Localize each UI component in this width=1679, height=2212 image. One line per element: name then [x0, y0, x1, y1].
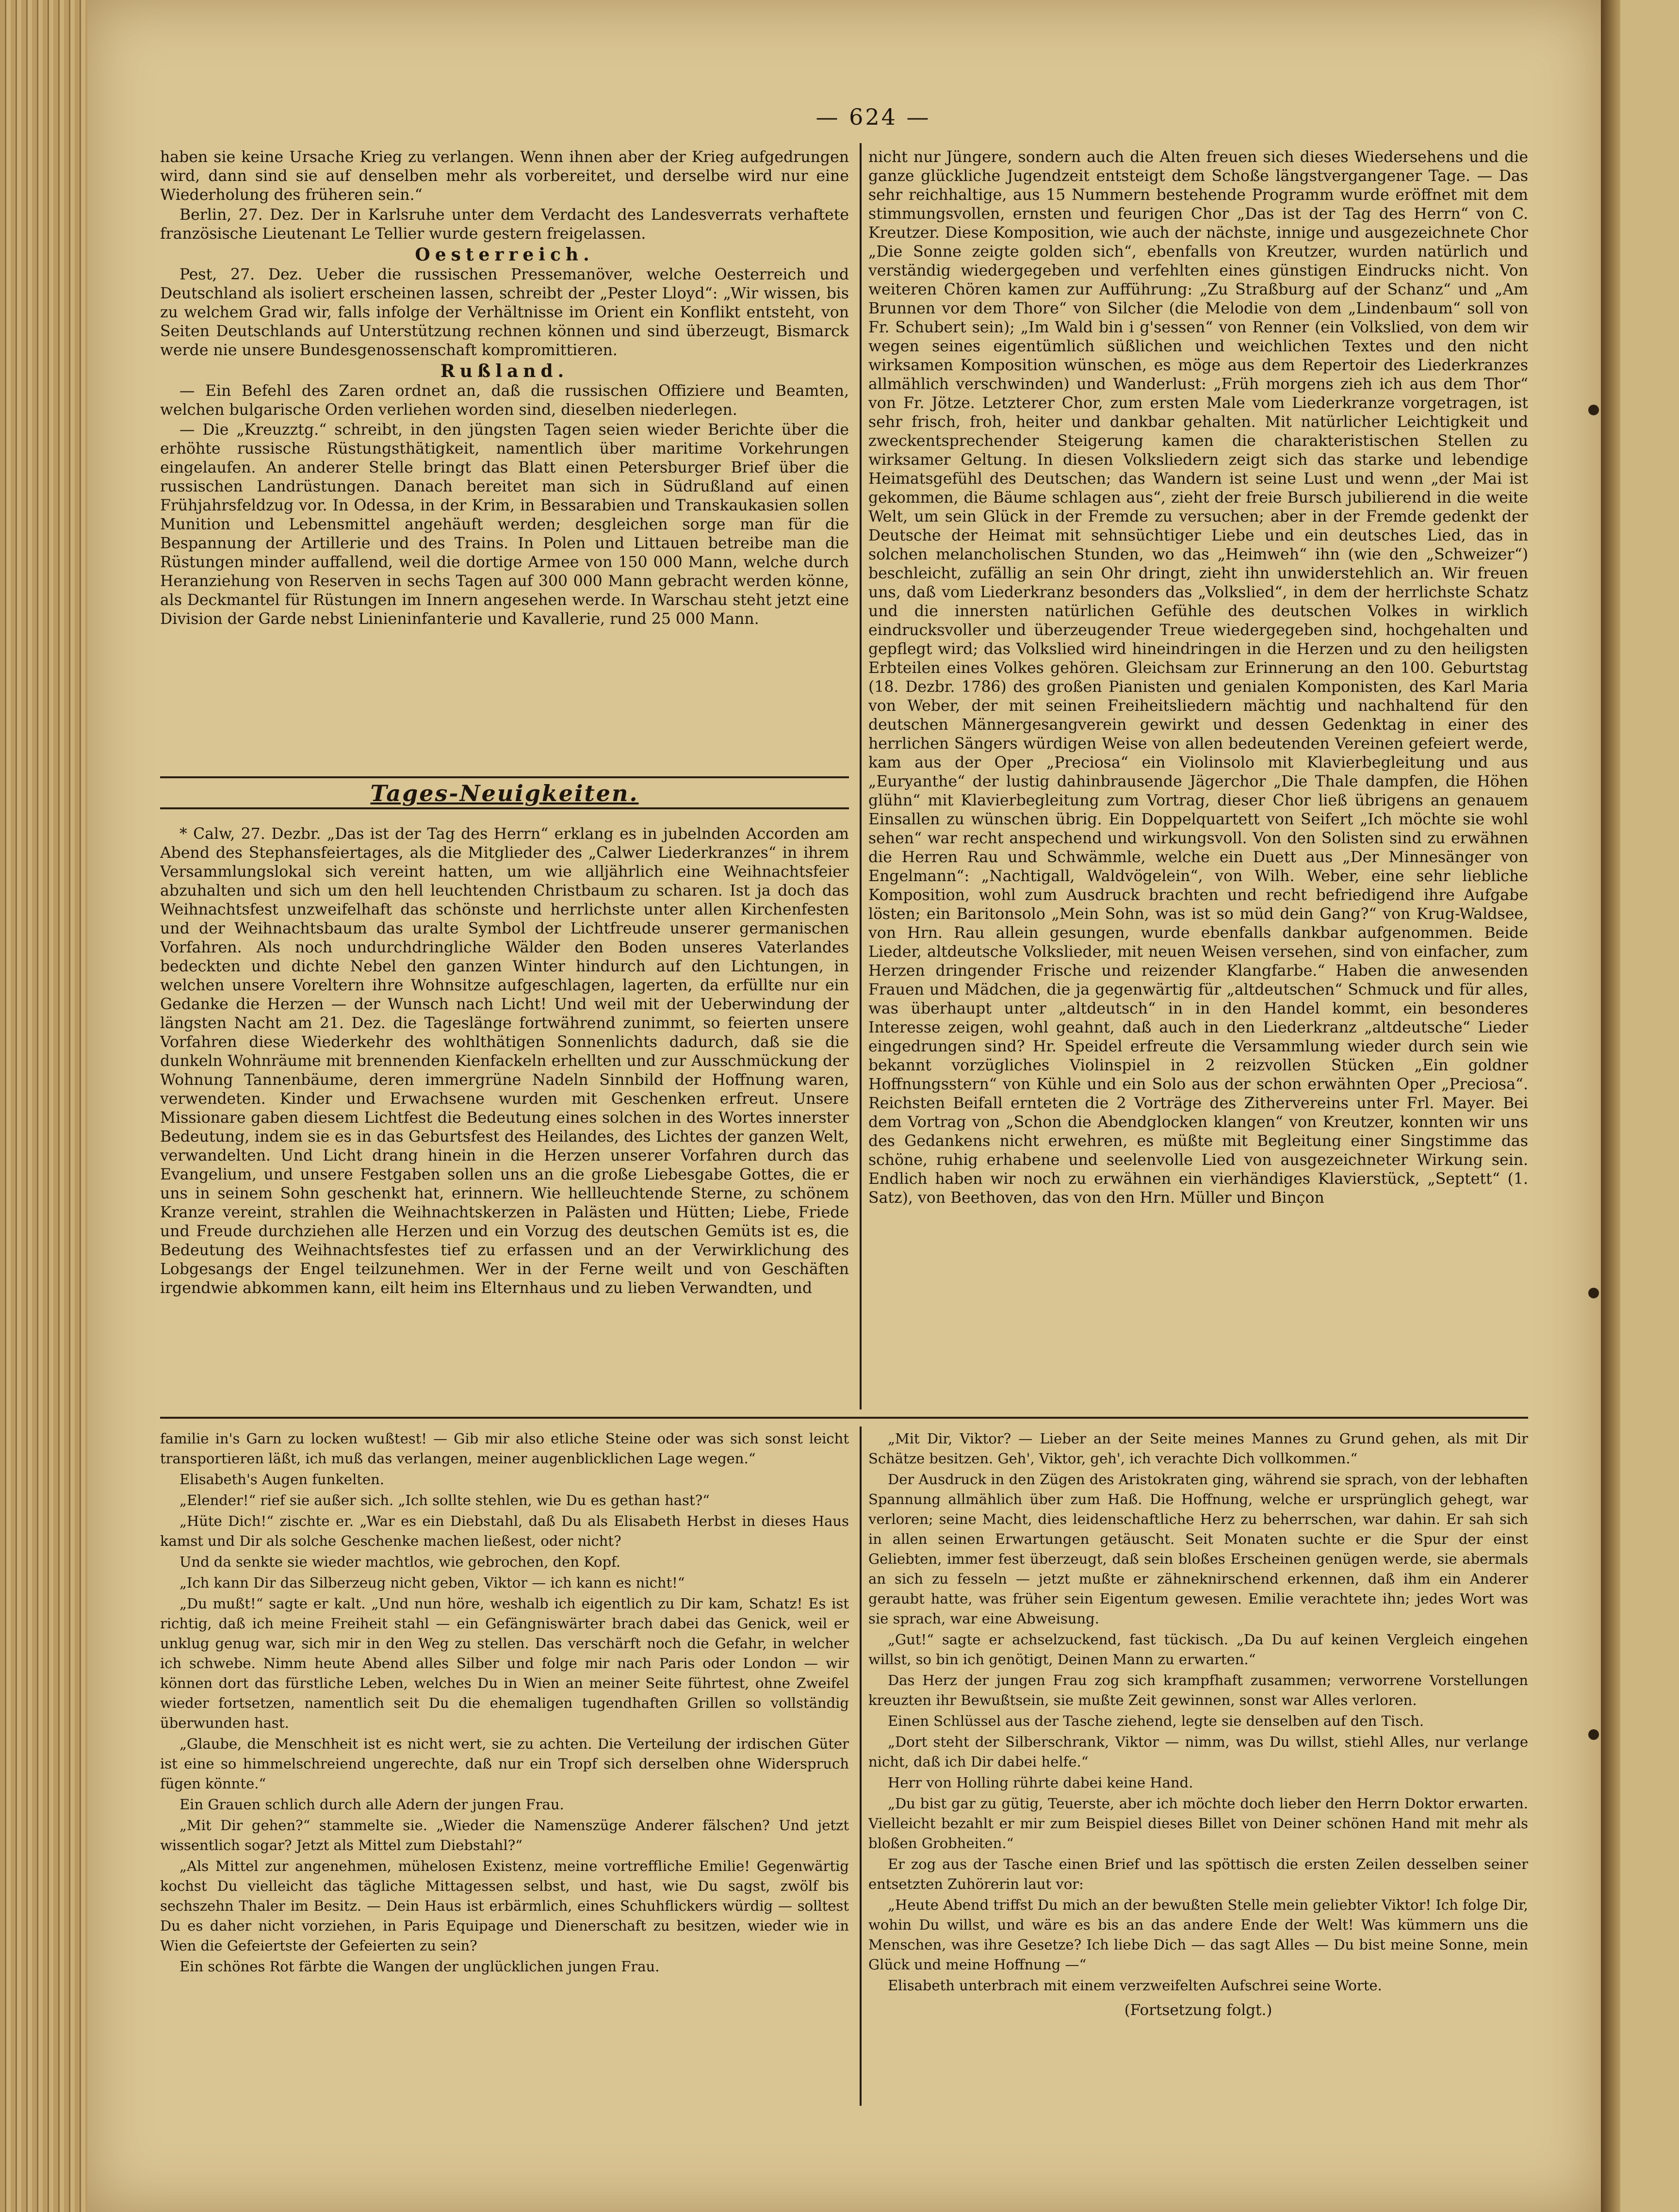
story-paragraph: „Mit Dir gehen?“ stammelte sie. „Wieder die Namenszüge Anderer fälschen? Und jetzt wissentlich sogar? Jetzt als Mittel zum Diebstahl?“	[160, 1817, 849, 1853]
to-be-continued: (Fortsetzung folgt.)	[1124, 2001, 1272, 2019]
story-paragraph: „Als Mittel zur angenehmen, mühelosen Existenz, meine vortreffliche Emilie! Gegenwärtig kochst Du vielleicht das tägliche Mittagessen selbst, und hast, wie Du sagst, zwölf bis sechszehn Thaler im Besitz. — Dein Haus ist erbärmlich, eines Schuhflickers würdig — solltest Du es daher nicht vorziehen, in Paris Equipage und Dienerschaft zu besitzen, wieder wie in Wien die Gefeiertste der Gefeierten zu sein?	[160, 1858, 849, 1954]
page-number: — 624 —	[815, 104, 931, 130]
story-paragraph: „Hüte Dich!“ zischte er. „War es ein Diebstahl, daß Du als Elisabeth Herbst in dieses Haus kamst und Dir als solche Geschenke machen ließest, oder nicht?	[160, 1513, 849, 1549]
story-paragraph: Elisabeth unterbrach mit einem verzweifelten Aufschrei seine Worte.	[888, 1977, 1382, 1994]
feuilleton-separator	[160, 1417, 1528, 1419]
article-paragraph: Pest, 27. Dez. Ueber die russischen Pressemanöver, welche Oesterreich und Deutschland als isoliert erscheinen lassen, schreibt der „Pester Lloyd“: „Wir wissen, bis zu welchem Grad wir, falls infolge der Verhältnisse im Orient ein Konflikt entsteht, von Seiten Deutschlands auf Unterstützung rechnen können und sind überzeugt, Bismarck werde nie unsere Bundesgenossenschaft kompromittieren.	[160, 266, 849, 359]
story-paragraph: Er zog aus der Tasche einen Brief und las spöttisch die ersten Zeilen desselben seiner entsetzten Zuhörerin laut vor:	[868, 1856, 1528, 1892]
feuilleton-left-column	[160, 1429, 849, 2089]
tages-neuigkeiten-header	[160, 771, 849, 815]
story-paragraph: „Du bist gar zu gütig, Teuerste, aber ich möchte doch lieber den Herrn Doktor erwarten. Vielleicht bezahlt er mir zum Beispiel dieses Billet von Deiner schönen Hand mit mehr als bloßen Grobheiten.“	[868, 1795, 1528, 1852]
politics-column	[160, 148, 849, 769]
binding-hole-icon	[1586, 403, 1601, 417]
local-news-column	[160, 825, 849, 1414]
feuilleton-right-column	[868, 1429, 1528, 2055]
article-paragraph: * Calw, 27. Dezbr. „Das ist der Tag des Herrn“ erklang es in jubelnden Accorden am Abend des Stephansfeiertages, als die Mitglieder des „Calwer Liederkranzes“ in ihrem Versammlungslokal sich vereint hatten, um wie alljährlich eine Weihnachtsfeier abzuhalten und sich um den hell leuchtenden Christbaum zu scharen. Ist ja doch das Weihnachtsfest unzweifelhaft das schönste und herrlichste unter allen Kirchenfesten und der Weihnachtsbaum das uralte Symbol der Lichtfreude unserer germanischen Vorfahren. Als noch undurchdringliche Wälder den Boden unseres Vaterlandes bedeckten und dichte Nebel den ganzen Winter hindurch auf den Lichtungen, in welchen unsere Voreltern ihre Wohnsitze aufgeschlagen, lagerten, da erfüllte nur ein Gedanke die Herzen — der Wunsch nach Licht! Und weil mit der Ueberwindung der längsten Nacht am 21. Dez. die Tageslänge fortwährend zunimmt, so feierten unsere Vorfahren diese Wiederkehr des wohlthätigen Sonnenlichts dadurch, daß sie die dunkeln Wohnräume mit brennenden Kienfackeln erhellten und zur Ausschmückung der Wohnung Tannenbäume, deren immergrüne Nadeln Sinnbild der Hoffnung waren, verwendeten. Kinder und Erwachsene wurden mit Geschenken erfreut. Unsere Missionare gaben diesem Lichtfest die Bedeutung eines solchen in des Wortes innerster Bedeutung, indem sie es in das Geburtsfest des Heilandes, des Lichtes der ganzen Welt, verwandelten. Und Licht drang hinein in die Herzen unserer Vorfahren durch das Evangelium, und unsere Festgaben sollen uns an die große Liebesgabe Gottes, die er uns in seinem Sohn geschenkt hat, erinnern. Wie hellleuchtende Sterne, zu schönem Kranze vereint, strahlen die Weihnachtskerzen in Palästen und Hütten; Liebe, Friede und Freude durchziehen alle Herzen und ein Vorzug des deutschen Gemüts ist es, die Bedeutung des Weihnachtsfestes tief zu erfassen und an der Verwirklichung des Lobgesangs der Engel teilzunehmen. Wer in der Ferne weilt und von Geschäften irgendwie abkommen kann, eilt heim ins Elternhaus und zu lieben Verwandten, und	[160, 825, 849, 1297]
story-paragraph: Ein Grauen schlich durch alle Adern der jungen Frau.	[179, 1796, 564, 1813]
story-paragraph: Das Herz der jungen Frau zog sich krampfhaft zusammen; verworrene Vorstellungen kreuzten ihr Bewußtsein, sie mußte Zeit gewinnen, sonst war Alles verloren.	[868, 1672, 1528, 1708]
article-paragraph: nicht nur Jüngere, sondern auch die Alten freuen sich dieses Wiedersehens und die ganze glückliche Jugendzeit entsteigt dem Schoße längstvergangener Tage. — Das sehr reichhaltige, aus 15 Nummern bestehende Programm wurde eröffnet mit dem stimmungsvollen, ernsten und feurigen Chor „Das ist der Tag des Herrn“ von C. Kreutzer. Diese Komposition, wie auch der nächste, innige und ausgezeichnete Chor „Die Sonne zeigte golden sich“, ebenfalls von Kreutzer, wurden natürlich und verständig wiedergegeben und verfehlten eines günstigen Eindrucks nicht. Von weiteren Chören kamen zur Aufführung: „Zu Straßburg auf der Schanz“ und „Am Brunnen vor dem Thore“ von Silcher (die Melodie von dem „Lindenbaum“ soll von Fr. Schubert sein); „Im Wald bin i g'sessen“ von Renner (ein Volkslied, von dem wir wegen seines eigentümlich süßlichen und weichlichen Textes und den nicht wirksamen Komposition wünschen, es möge aus dem Repertoir des Liederkranzes allmählich verschwinden) und Wanderlust: „Früh morgens zieh ich aus dem Thor“ von Fr. Jötze. Letzterer Chor, zum ersten Male vom Liederkranze vorgetragen, ist sehr frisch, froh, heiter und dankbar gehalten. Mit natürlicher Leichtigkeit und zweckentsprechender Steigerung kamen die charakteristischen Stellen zu wirksamer Geltung. In diesen Volksliedern zeigt sich das starke und lebendige Heimatsgefühl des Deutschen; das Wandern ist seine Lust und wenn „der Mai ist gekommen, die Bäume schlagen aus“, zieht der freie Bursch jubilierend in die weite Welt, um sein Glück in der Fremde zu versuchen; aber in der Fremde gedenkt der Deutsche der Heimat mit sehnsüchtiger Liebe und ein deutsches Lied, das in solchen melancholischen Stunden, wo das „Heimweh“ ihn (wie den „Schweizer“) beschleicht, zufällig an sein Ohr dringt, zieht ihn unwiderstehlich an. Wir freuen uns, daß vom Liederkranz besonders das „Volkslied“, in dem der herrlichste Schatz und die innersten natürlichen Gefühle des deutschen Volkes in wirklich eindrucksvoller und überzeugender Treue wiedergegeben sind, hochgehalten und gepflegt wird; das Volkslied wird hineindringen in die Herzen und zu den heiligsten Erbteilen eines Volkes gehören. Gleichsam zur Erinnerung an den 100. Geburtstag (18. Dezbr. 1786) des großen Pianisten und genialen Komponisten, des Karl Maria von Weber, der mit seinen Freiheitsliedern mächtig und nachhaltend für den deutschen Männergesangverein gewirkt und dessen Gedenktag in einer des herrlichen Sängers würdigen Weise von allen bedeutenden Vereinen gefeiert werde, kam aus der Oper „Preciosa“ ein Violinsolo mit Klavierbegleitung und aus „Euryanthe“ der lustig dahinbrausende Jägerchor „Die Thale dampfen, die Höhen glühn“ mit Klavierbegleitung zum Vortrag, dieser Chor ließ übrigens an genauem Einsallen zu wünschen übrig. Ein Doppelquartett von Seifert „Ich möchte sie wohl sehen“ war recht anspechend und wirkungsvoll. Von den Solisten sind zu erwähnen die Herren Rau und Schwämmle, welche ein Duett aus „Der Minnesänger von Engelmann“: „Nachtigall, Waldvögelein“, von Wilh. Weber, eine sehr liebliche Komposition, wohl zum Ausdruck brachten und recht befriedigend ihre Aufgabe lösten; ein Baritonsolo „Mein Sohn, was ist so müd dein Gang?“ von Krug-Waldsee, von Hrn. Rau allein gesungen, wurde ebenfalls dankbar aufgenommen. Beide Lieder, altdeutsche Volkslieder, mit neuen Weisen versehen, sind von einfacher, zum Herzen dringender Frische und reizender Klangfarbe.“ Haben die anwesenden Frauen und Mädchen, die ja gegenwärtig für „altdeutschen“ Schmuck und für alles, was überhaupt unter „altdeutsch“ in in den Handel kommt, ein besonderes Interesse zeigen, wohl geahnt, daß auch in den Liederkranz „altdeutsche“ Lieder eingedrungen sind? Hr. Speidel erfreute die Versammlung wieder durch sein wie bekannt vorzügliches Violinspiel in 2 reizvollen Stücken „Ein goldner Hoffnungsstern“ von Kühle und ein Solo aus der schon erwähnten Oper „Preciosa“. Reichsten Beifall ernteten die 2 Vorträge des Zithervereins unter Frl. Mayer. Bei dem Vortrag von „Schon die Abendglocken klangen“ von Kreutzer, konnten wir uns des Gedankens nicht erwehren, es müßte mit Begleitung einer Singstimme das schöne, ruhig erhabene und seelenvolle Lied von ausgezeichneter Wirkung sein. Endlich haben wir noch zu erwähnen ein vierhändiges Klavierstück, „Septett“ (1. Satz), von Beethoven, das von den Hrn. Müller und Binçon	[868, 148, 1528, 1207]
header-rule-top	[160, 776, 849, 778]
column-rule-upper	[860, 143, 862, 1409]
story-paragraph: Einen Schlüssel aus der Tasche ziehend, legte sie denselben auf den Tisch.	[888, 1713, 1424, 1729]
column-rule-lower	[860, 1426, 862, 2106]
story-paragraph: „Ich kann Dir das Silberzeug nicht geben, Viktor — ich kann es nicht!“	[179, 1574, 685, 1591]
book-edge-right	[1601, 0, 1679, 2212]
story-paragraph: „Dort steht der Silberschrank, Viktor — nimm, was Du willst, stiehl Alles, nur verlange nicht, daß ich Dir dabei helfe.“	[868, 1734, 1528, 1770]
story-paragraph: „Heute Abend triffst Du mich an der bewußten Stelle mein geliebter Viktor! Ich folge Dir, wohin Du willst, und wäre es bis an das andere Ende der Welt! Was kümmern uns die Menschen, was ihre Gesetze? Ich liebe Dich — das sagt Alles — Du bist meine Sonne, mein Glück und meine Hoffnung —“	[868, 1897, 1528, 1973]
header-rule-bottom	[160, 807, 849, 809]
story-paragraph: „Gut!“ sagte er achselzuckend, fast tückisch. „Da Du auf keinen Vergleich eingehen willst, so bin ich genötigt, Deinen Mann zu erwarten.“	[868, 1631, 1528, 1668]
book-edge-left	[0, 0, 87, 2212]
article-paragraph: — Die „Kreuzztg.“ schreibt, in den jüngsten Tagen seien wieder Berichte über die erhöhte russische Rüstungsthätigkeit, namentlich über maritime Vorkehrungen eingelaufen. An anderer Stelle bringt das Blatt einen Petersburger Brief über die russischen Landrüstungen. Danach bereitet man sich in Südrußland auf einen Frühjahrsfeldzug vor. In Odessa, in der Krim, in Bessarabien und Transkaukasien sollen Munition und Lebensmittel angehäuft werden; desgleichen sorge man für die Bespannung der Artillerie und des Trains. In Polen und Littauen betreibe man die Rüstungen minder auffallend, weil die dortige Armee von 150 000 Mann, welche durch Heranziehung von Reserven in sechs Tagen auf 300 000 Mann gebracht werden könne, als Deckmantel für Rüstungen im Innern angesehen werde. In Warschau steht jetzt eine Division der Garde nebst Linieninfanterie und Kavallerie, rund 25 000 Mann.	[160, 421, 849, 628]
section-heading-oesterreich: Oesterreich.	[415, 245, 594, 265]
tages-neuigkeiten-title: Tages-Neuigkeiten.	[359, 780, 650, 806]
story-paragraph: Und da senkte sie wieder machtlos, wie gebrochen, den Kopf.	[179, 1554, 621, 1570]
story-paragraph: familie in's Garn zu locken wußtest! — Gib mir also etliche Steine oder was sich sonst leicht transportieren läßt, ich muß das verlangen, meiner augenblicklichen Lage wegen.“	[160, 1430, 849, 1467]
story-paragraph: „Glaube, die Menschheit ist es nicht wert, sie zu achten. Die Verteilung der irdischen Güter ist eine so himmelschreiend ungerechte, daß nur ein Tropf sich derselben ohne Widerspruch fügen könnte.“	[160, 1736, 849, 1792]
story-paragraph: „Du mußt!“ sagte er kalt. „Und nun höre, weshalb ich eigentlich zu Dir kam, Schatz! Es ist richtig, daß ich meine Freiheit stahl — ein Gefängniswärter brach dabei das Genick, weil er unklug genug war, sich mir in den Weg zu stellen. Das verschärft noch die Gefahr, in welcher ich schwebe. Nimm heute Abend alles Silber und folge mir nach Paris oder London — wir können dort das fürstliche Leben, welches Du in Wien an meiner Seite führtest, ohne Zweifel wieder fortsetzen, namentlich seit Du die ehemaligen tugendhaften Grillen so vollständig überwunden hast.	[160, 1595, 849, 1731]
article-paragraph: Berlin, 27. Dez. Der in Karlsruhe unter dem Verdacht des Landesverrats verhaftete französische Lieutenant Le Tellier wurde gestern freigelassen.	[160, 206, 849, 243]
story-paragraph: Der Ausdruck in den Zügen des Aristokraten ging, während sie sprach, von der lebhaften Spannung allmählich über zum Haß. Die Hoffnung, welche er ursprünglich gehegt, war verloren; seine Macht, dies leidenschaftliche Herz zu beherrschen, war dahin. Er sah sich in allen seinen Erwartungen getäuscht. Seit Monaten suchte er die Spur der einst Geliebten, immer fest überzeugt, daß sein bloßes Erscheinen genügen werde, sie abermals an sich zu fesseln — jetzt mußte er zähneknirschend erkennen, daß ihm ein Anderer geraubt hatte, was früher sein Eigentum gewesen. Emilie verachtete ihn; jedes Wort was sie sprach, war eine Abweisung.	[868, 1471, 1528, 1627]
story-paragraph: „Mit Dir, Viktor? — Lieber an der Seite meines Mannes zu Grund gehen, als mit Dir Schätze besitzen. Geh', Viktor, geh', ich verachte Dich vollkommen.“	[868, 1430, 1528, 1467]
story-paragraph: Ein schönes Rot färbte die Wangen der unglücklichen jungen Frau.	[179, 1958, 660, 1975]
section-heading-russland: Rußland.	[440, 361, 569, 381]
concert-report-column	[868, 148, 1528, 1409]
book-gutter	[1601, 0, 1620, 2212]
binding-hole-icon	[1586, 1286, 1601, 1300]
article-paragraph: haben sie keine Ursache Krieg zu verlangen. Wenn ihnen aber der Krieg aufgedrungen wird, dann sind sie auf denselben mehr als vorbereitet, und derselbe wird nur eine Wiederholung des früheren sein.“	[160, 148, 849, 204]
story-paragraph: Elisabeth's Augen funkelten.	[179, 1471, 385, 1488]
story-paragraph: Herr von Holling rührte dabei keine Hand.	[888, 1774, 1193, 1791]
story-paragraph: „Elender!“ rief sie außer sich. „Ich sollte stehlen, wie Du es gethan hast?“	[179, 1492, 710, 1508]
binding-hole-icon	[1586, 1727, 1601, 1742]
article-paragraph: — Ein Befehl des Zaren ordnet an, daß die russischen Offiziere und Beamten, welchen bulgarische Orden verliehen worden sind, dieselben niederlegen.	[160, 382, 849, 419]
